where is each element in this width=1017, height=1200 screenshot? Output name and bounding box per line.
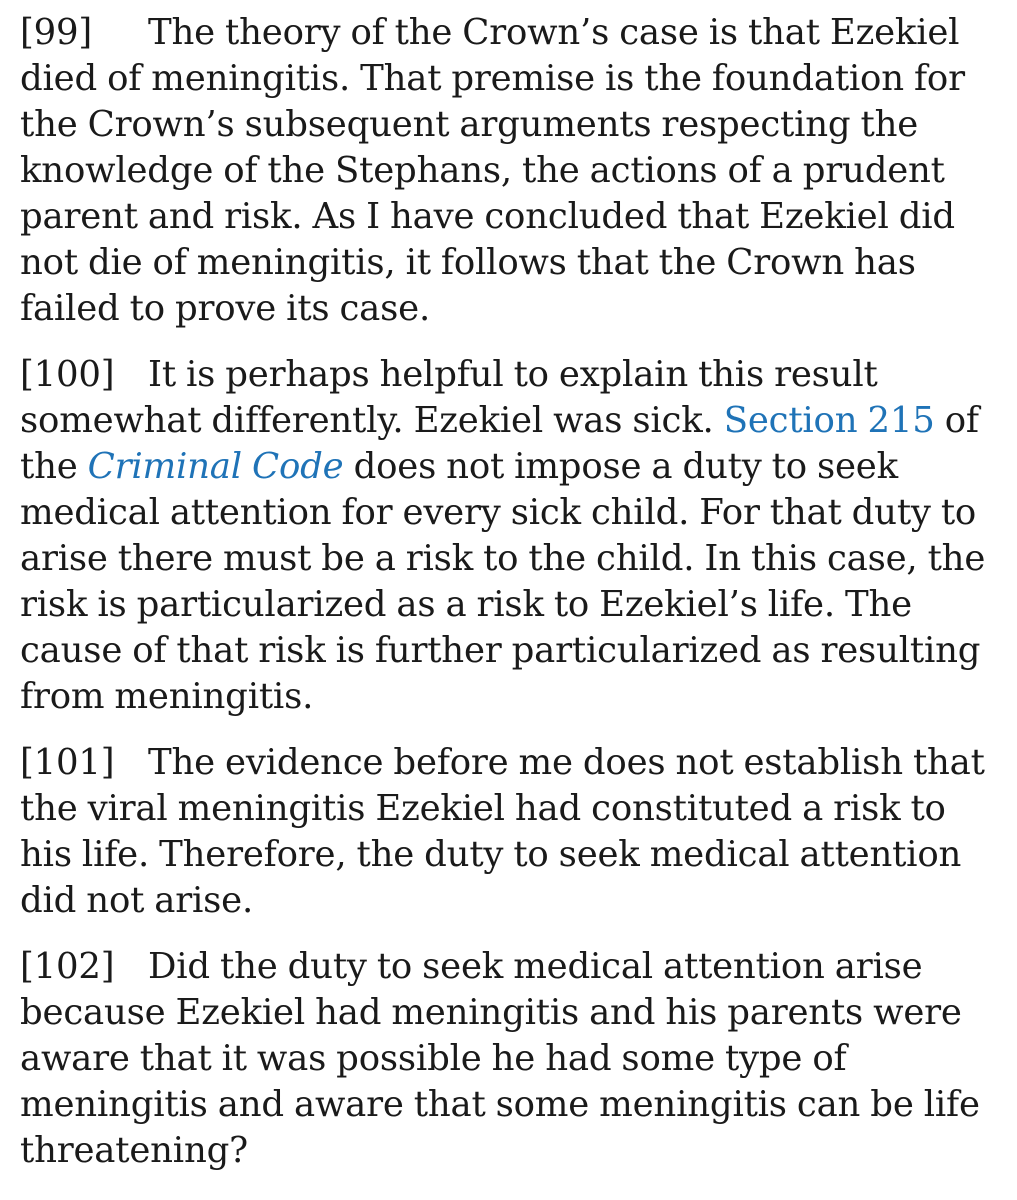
paragraph-number: [102] xyxy=(20,946,115,987)
paragraph-99 xyxy=(20,10,997,332)
paragraph-text: The theory of the Crown’s case is that Ezekiel died of meningitis. That premise is the foundation for the Crown’s subsequent arguments respecting the knowledge of the Stephans, the actions of a prudent parent and risk. As I have concluded that Ezekiel did not die of meningitis, it follows that the Crown has failed to prove its case. xyxy=(20,12,965,329)
paragraph-text: of the xyxy=(20,400,979,487)
section-215-link[interactable]: Section 215 xyxy=(723,400,935,441)
paragraph-text: does not impose a duty to seek medical attention for every sick child. For that duty to arise there must be a risk to the child. In this case, the risk is particularized as a risk to Ezekiel’s life. The cause of that risk is further particularized as resulting from meningitis. xyxy=(20,446,986,717)
paragraph-100 xyxy=(20,352,997,720)
paragraph-number: [99] xyxy=(20,12,93,53)
paragraph-text: Did the duty to seek medical attention arise because Ezekiel had meningitis and his parents were aware that it was possible he had some type of meningitis and aware that some meningitis can be life threatening? xyxy=(20,946,980,1171)
paragraph-text: It is perhaps helpful to explain this result somewhat differently. Ezekiel was sick. xyxy=(20,354,878,441)
paragraph-number: [101] xyxy=(20,742,115,783)
criminal-code-link[interactable]: Criminal Code xyxy=(87,446,344,487)
paragraph-text: The evidence before me does not establish that the viral meningitis Ezekiel had constituted a risk to his life. Therefore, the duty to seek medical attention did not arise. xyxy=(20,742,985,921)
paragraph-101 xyxy=(20,740,997,924)
paragraph-number: [100] xyxy=(20,354,115,395)
paragraph-102 xyxy=(20,944,997,1174)
